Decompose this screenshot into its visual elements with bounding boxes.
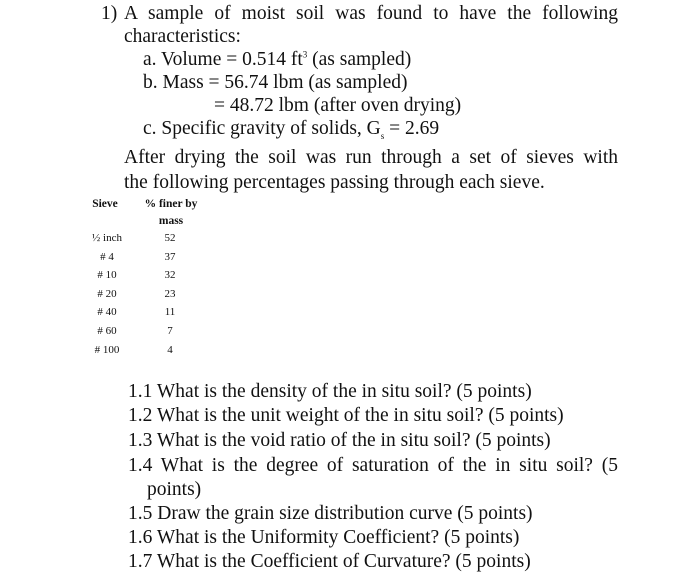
sieve-table <box>0 195 260 370</box>
mass-dry-line: = 48.72 lbm (after oven drying) <box>214 95 462 116</box>
table-row-sieve: # 4 <box>100 250 114 263</box>
after-drying-line-2: the following percentages passing through each sieve. <box>124 172 545 193</box>
mass-line: b. Mass = 56.74 lbm (as sampled) <box>143 72 408 93</box>
problem-intro-line-1: A sample of moist soil was found to have the following <box>124 3 618 24</box>
volume-line <box>143 49 411 71</box>
percent-column-header: % finer by <box>144 198 198 210</box>
table-row-pct: 7 <box>167 325 173 337</box>
table-row-sieve: # 10 <box>97 269 117 282</box>
table-row-pct: 11 <box>164 306 176 319</box>
specific-gravity-line <box>143 118 439 140</box>
specific-gravity-label: c. Specific gravity of solids, G <box>143 118 381 139</box>
question-1-3: 1.3 What is the void ratio of the in situ soil? (5 points) <box>128 430 551 451</box>
percent-column-header-mass: mass <box>158 215 184 227</box>
question-1-5: 1.5 Draw the grain size distribution curve (5 points) <box>128 503 533 524</box>
table-row-pct: 4 <box>167 343 173 356</box>
table-row-pct: 23 <box>164 287 176 300</box>
sieve-column-header: Sieve <box>92 198 118 210</box>
after-drying-line-1: After drying the soil was run through a set of sieves with <box>124 147 618 168</box>
problem-intro-line-2: characteristics: <box>124 26 241 47</box>
volume-label: a. Volume = 0.514 ft <box>143 49 303 70</box>
table-row-sieve: # 100 <box>94 343 120 356</box>
volume-exponent: 3 <box>302 49 308 60</box>
question-1-6: 1.6 What is the Uniformity Coefficient? (5 points) <box>128 527 520 548</box>
problem-number: 1) <box>101 3 118 24</box>
table-row-sieve: # 40 <box>97 306 117 319</box>
volume-suffix: (as sampled) <box>307 49 412 70</box>
table-row-pct: 52 <box>164 232 176 244</box>
table-row-pct: 37 <box>164 250 176 263</box>
question-1-4-line-1: 1.4 What is the degree of saturation of the in situ soil? (5 <box>128 455 618 476</box>
table-row-sieve: ½ inch <box>92 232 122 244</box>
table-row-sieve: # 60 <box>97 325 117 337</box>
question-1-2: 1.2 What is the unit weight of the in situ soil? (5 points) <box>128 405 564 426</box>
table-row-pct: 32 <box>164 269 176 282</box>
question-1-7: 1.7 What is the Coefficient of Curvature? (5 points) <box>128 551 531 572</box>
specific-gravity-subscript: s <box>380 130 385 141</box>
question-1-4-line-2: points) <box>147 479 202 500</box>
table-row-sieve: # 20 <box>97 287 117 300</box>
question-1-1: 1.1 What is the density of the in situ soil? (5 points) <box>128 381 532 402</box>
specific-gravity-suffix: = 2.69 <box>384 118 440 139</box>
